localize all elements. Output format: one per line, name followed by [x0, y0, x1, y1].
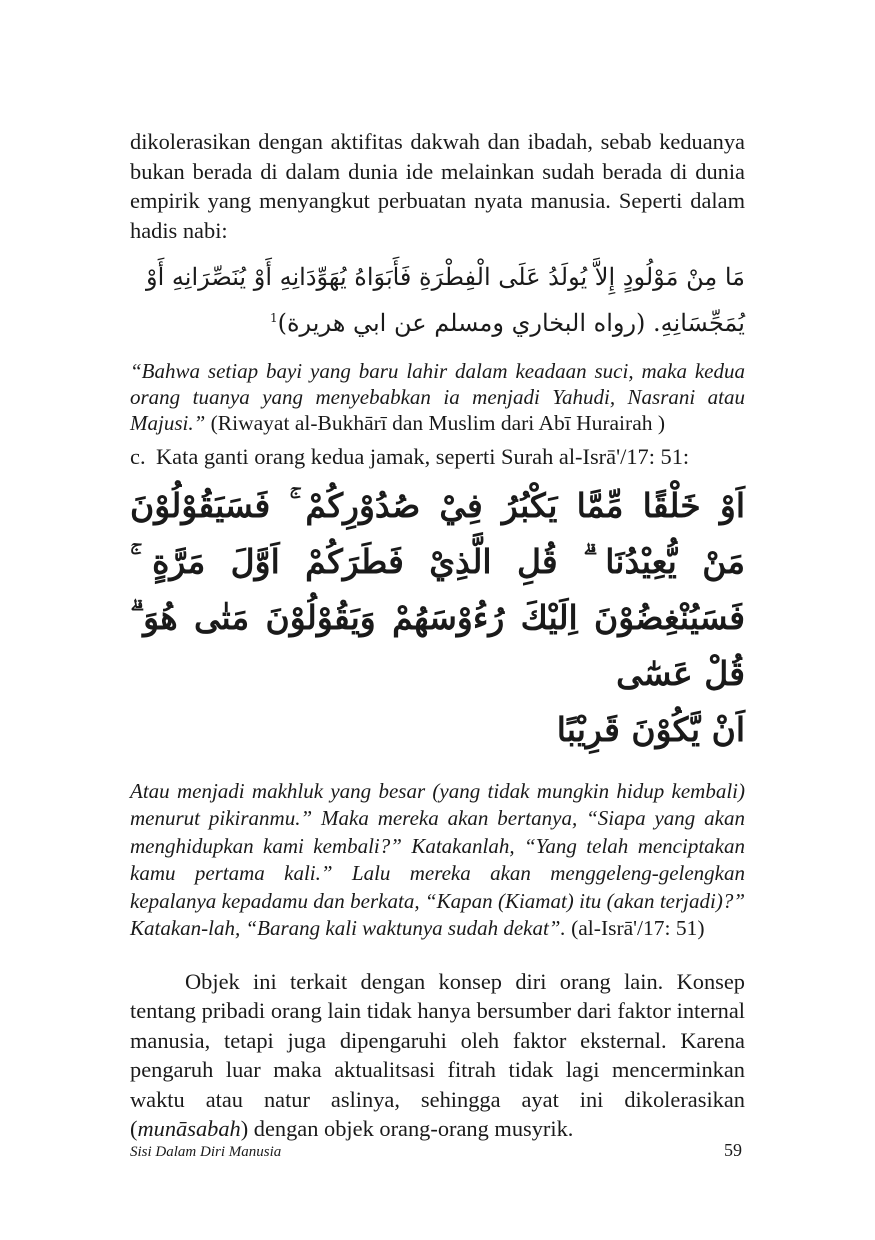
hadith-translation	[130, 358, 745, 436]
hadith-arabic	[130, 257, 745, 344]
hadith-arabic-line1: مَا مِنْ مَوْلُودٍ إِلاَّ يُولَدُ عَلَى الْفِطْرَةِ فَأَبَوَاهُ يُهَوِّدَانِهِ أَوْ يُنَصِّرَانِهِ أَوْ	[146, 263, 745, 291]
hadith-arabic-line2: يُمَجِّسَانِهِ. (رواه البخاري ومسلم عن ابي هريرة)	[277, 309, 745, 337]
hadith-arabic-line2-wrap	[130, 298, 745, 344]
quran-reference: (al-Isrā'/17: 51)	[565, 916, 705, 940]
quran-translation	[130, 778, 745, 943]
quran-verse	[130, 478, 745, 758]
page-body	[130, 127, 745, 1144]
paragraph-bottom-start: Objek ini terkait dengan konsep diri orang lain. Konsep tentang pribadi orang lain tidak hanya bersumber dari faktor internal manusia, tetapi juga dipengaruhi oleh faktor eksternal. Karena pengaruh luar maka aktualitsasi fitrah tidak lagi mencerminkan waktu atau natur aslinya, sehingga ayat ini dikolerasikan (	[130, 968, 745, 1141]
list-item-c	[130, 442, 745, 472]
running-title: Sisi Dalam Diri Manusia	[130, 1144, 282, 1160]
paragraph-top: dikolerasikan dengan aktifitas dakwah dan ibadah, sebab keduanya bukan berada di dalam dunia ide melainkan sudah berada di dunia empirik yang menyangkut perbuatan nyata manusia. Seperti dalam hadis nabi:	[130, 129, 745, 243]
quran-verse-text: اَوْ خَلْقًا مِّمَّا يَكْبُرُ فِيْ صُدُوْرِكُمْ ۚ فَسَيَقُوْلُوْنَ مَنْ يُّعِيْدُنَا ۗ قُلِ الَّذِيْ فَطَرَكُمْ اَوَّلَ مَرَّةٍ ۚ فَسَيُنْغِضُوْنَ اِلَيْكَ رُءُوْسَهُمْ وَيَقُوْلُوْنَ مَتٰى هُوَ ۗ قُلْ عَسٰٓى	[130, 485, 745, 693]
list-item-text: Kata ganti orang kedua jamak, seperti Surah al-Isrā'/17: 51:	[156, 444, 690, 469]
page-footer	[130, 1140, 742, 1161]
quran-translation-text: Atau menjadi makhluk yang besar (yang tidak mungkin hidup kembali) menurut pikiranmu.” Maka mereka akan bertanya, “Siapa yang akan menghidupkan kami kembali?” Katakanlah, “Yang telah menciptakan kamu pertama kali.” Lalu mereka akan menggeleng-gelengkan kepalanya kepadamu dan berkata, “Kapan (Kiamat) itu (akan terjadi)?” Katakan-lah, “Barang kali waktunya sudah dekat”.	[130, 778, 745, 940]
hadith-source: (Riwayat al-Bukhārī dan Muslim dari Abī Hurairah )	[205, 411, 666, 435]
page-number: 59	[724, 1140, 742, 1160]
hadith-translation-text: “Bahwa setiap bayi yang baru lahir dalam keadaan suci, maka kedua orang tuanya yang menyebabkan ia menjadi Yahudi, Nasrani atau Majusi.”	[130, 359, 745, 435]
term-munasabah: munāsabah	[137, 1116, 241, 1141]
list-marker: c.	[130, 444, 146, 469]
paragraph-bottom	[130, 967, 745, 1144]
paragraph-bottom-end: ) dengan objek orang-orang musyrik.	[240, 1116, 574, 1141]
footnote-ref: 1	[269, 311, 278, 325]
quran-verse-last-line: اَنْ يَّكُوْنَ قَرِيْبًا	[556, 709, 745, 749]
